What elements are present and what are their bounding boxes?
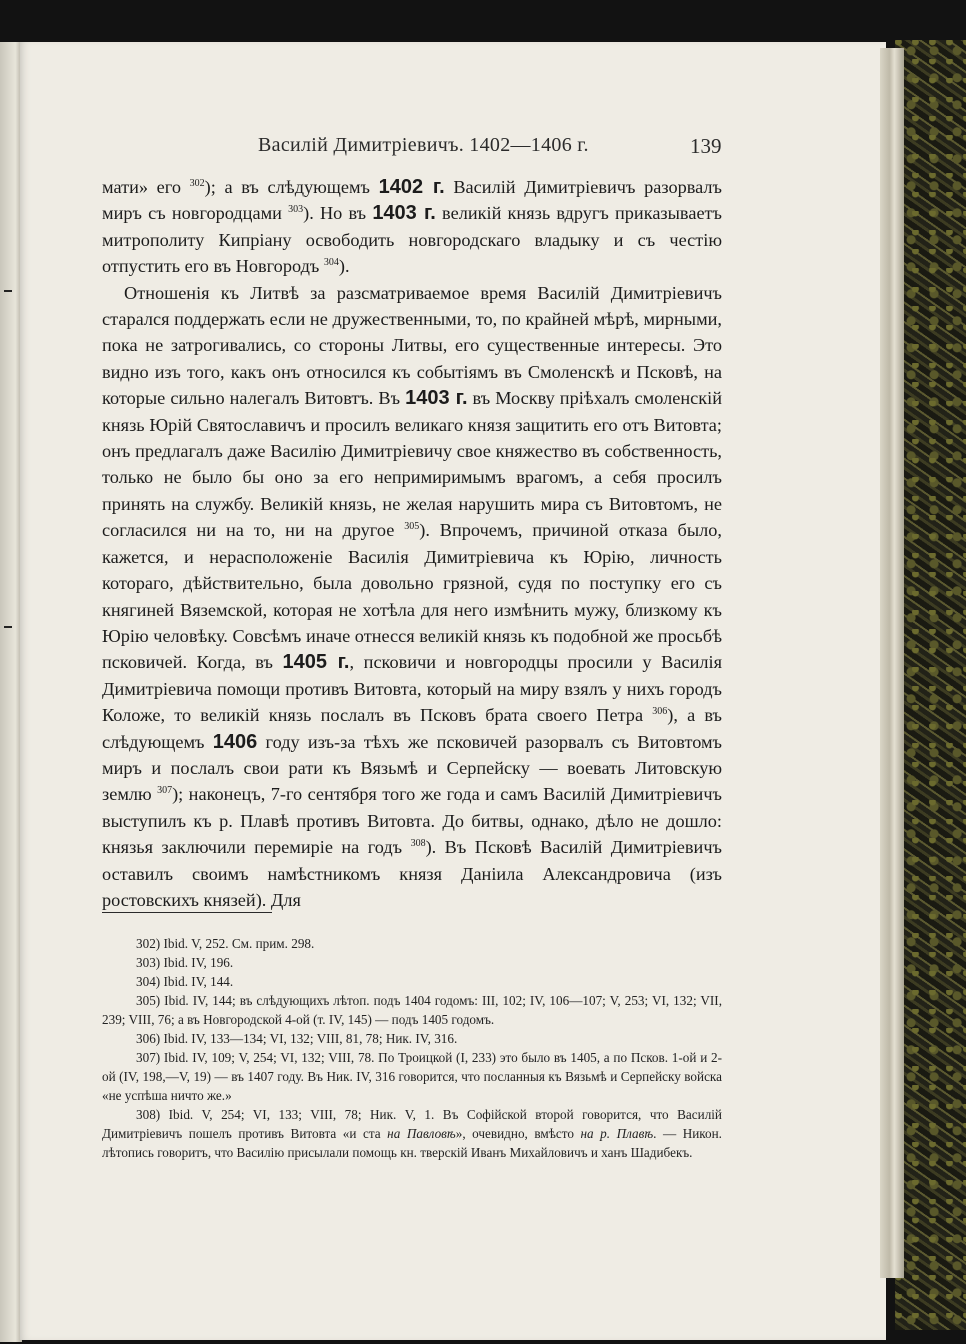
footnote-rule bbox=[102, 912, 272, 913]
text-run: . — Никон. лѣтопись говоритъ, что Василію присылали помощь кн. тверскій Иванъ Михайловичъ и ханъ Шадибекъ. bbox=[102, 1126, 722, 1160]
text-run: мати» его bbox=[102, 177, 190, 197]
marbled-cover-edge bbox=[895, 40, 966, 1330]
footnote-ref: 304 bbox=[323, 257, 339, 269]
footnote-ref: 307 bbox=[157, 785, 173, 797]
text-run: ). Въ Псковѣ Василій Димитріевичъ оставилъ своимъ намѣстникомъ князя Даніила Александровича (изъ ростовскихъ князей). Для bbox=[102, 837, 722, 910]
footnote-302: 302) Ibid. V, 252. См. прим. 298. bbox=[136, 936, 315, 951]
footnote-305: 305) Ibid. IV, 144; въ слѣдующихъ лѣтоп. подъ 1404 годомъ: III, 102; IV, 106—107; V, 253; VI, 132; VII, 239; VIII, 76; а въ Новгородской 4-ой (т. IV, 145) — подъ 1405 годомъ. bbox=[102, 993, 722, 1027]
text-run: », очевидно, вмѣсто bbox=[455, 1126, 581, 1141]
footnote-ref: 305 bbox=[404, 521, 420, 533]
text-run: въ Москву пріѣхалъ смоленскій князь Юрій Святославичъ и просилъ великаго князя защитить его отъ Витовта; онъ предлагалъ даже Василію Димитріевичу свое княжество въ собственность, только не было бы оно за его непримиримымъ врагомъ, а себя просилъ принять на службу. Великій князь, не желая нарушить мира съ Витовтомъ, не согласился ни на то, ни на другое bbox=[102, 388, 722, 541]
book-page bbox=[20, 42, 886, 1340]
year-mark: 1403 г. bbox=[405, 387, 468, 410]
text-run: ); наконецъ, 7-го сентября того же года и самъ Василій Димитріевичъ выступилъ къ р. Плавѣ противъ Витовта. До битвы, однако, дѣло не дошло: князья заключили перемиріе на годъ bbox=[102, 784, 722, 858]
footnote-304: 304) Ibid. IV, 144. bbox=[136, 974, 234, 989]
year-mark: 1405 г. bbox=[282, 651, 350, 674]
text-run: ). bbox=[338, 256, 350, 277]
page-block-edge bbox=[880, 48, 904, 1278]
page-mark bbox=[4, 290, 12, 292]
year-mark: 1403 г. bbox=[372, 202, 436, 225]
year-mark: 1402 г. bbox=[378, 176, 445, 198]
text-run: 308) Ibid. V, 254; VI, 133; VIII, 78; Ник. V, 1. Въ Софійской второй говорится, что Василій Димитріевичъ пошелъ противъ Витовта «и ста bbox=[102, 1107, 722, 1141]
paragraph bbox=[102, 280, 722, 914]
footnote-308 bbox=[102, 1105, 722, 1162]
italic-run: на Павловѣ bbox=[387, 1126, 456, 1141]
text-run: , псковичи и новгородцы просили у Василія Димитріевича помощи противъ Витовта, который на миру взялъ у нихъ городъ Коложе, то великій князь послалъ въ Псковъ брата своего Петра bbox=[102, 652, 722, 726]
page-mark bbox=[4, 626, 12, 628]
text-run: году изъ-за тѣхъ же псковичей разорвалъ съ Витовтомъ миръ и послалъ свои рати къ Вязьмѣ и Серпейску — воевать Литовскую землю bbox=[102, 731, 723, 805]
footnote-ref: 303 bbox=[288, 204, 304, 216]
footnote-303: 303) Ibid. IV, 196. bbox=[136, 955, 234, 970]
text-run: ), а въ слѣдующемъ bbox=[102, 705, 722, 752]
footnotes bbox=[102, 934, 722, 1162]
footnote-307: 307) Ibid. IV, 109; V, 254; VI, 132; VIII, 78. По Троицкой (I, 233) это было въ 1405, а по Псков. 1-ой и 2-ой (IV, 198,—V, 19) — въ 1407 году. Въ Ник. IV, 316 говорится, что посланныя къ Вязьмѣ и Серпейску войска «не успѣша ничто же.» bbox=[102, 1050, 722, 1103]
page-number: 139 bbox=[690, 134, 722, 158]
text-run: ). Но въ bbox=[303, 203, 373, 224]
italic-run: на р. Плавѣ bbox=[580, 1126, 654, 1141]
previous-page-edge bbox=[0, 42, 22, 1342]
text-run: ); а въ слѣдующемъ bbox=[204, 177, 379, 197]
text-run: ). Впрочемъ, причиной отказа было, кажется, и нерасположеніе Василія Димитріевича къ Юрію, личность котораго, дѣйствительно, была довольно грязной, судя по поступку его съ княгиней Вяземской, которая не хотѣла для него измѣнить мужу, близкому къ Юрію человѣку. Совсѣмъ иначе отнесся великій князь къ подобной же просьбѣ псковичей. Когда, въ bbox=[102, 520, 722, 673]
footnote-306: 306) Ibid. IV, 133—134; VI, 132; VIII, 81, 78; Ник. IV, 316. bbox=[136, 1031, 458, 1046]
paragraph bbox=[102, 174, 722, 280]
text-run: Василій Димитріевичъ разорвалъ миръ съ новгородцами bbox=[102, 177, 722, 224]
footnote-ref: 302 bbox=[189, 177, 205, 189]
text-run: великій князь вдругъ приказываетъ митрополиту Кипріану освободить новгородскаго владыку и съ честію отпустить его въ Новгородъ bbox=[102, 203, 722, 277]
text-run: Отношенія къ Литвѣ за разсматриваемое время Василій Димитріевичъ старался поддержать если не дружественными, то, по крайней мѣрѣ, мирными, пока не затрогивались, со стороны Литвы, его существенные интересы. Это видно изъ того, какъ онъ относился къ событіямъ въ Смоленскѣ и Псковѣ, на которые сильно налегалъ Витовтъ. Въ bbox=[102, 282, 722, 409]
footnote-ref: 308 bbox=[410, 838, 426, 850]
year-mark: 1406 bbox=[212, 730, 258, 753]
main-text bbox=[102, 174, 722, 913]
running-title: Василій Димитріевичъ. 1402—1406 г. bbox=[258, 134, 589, 156]
footnote-ref: 306 bbox=[652, 706, 668, 718]
